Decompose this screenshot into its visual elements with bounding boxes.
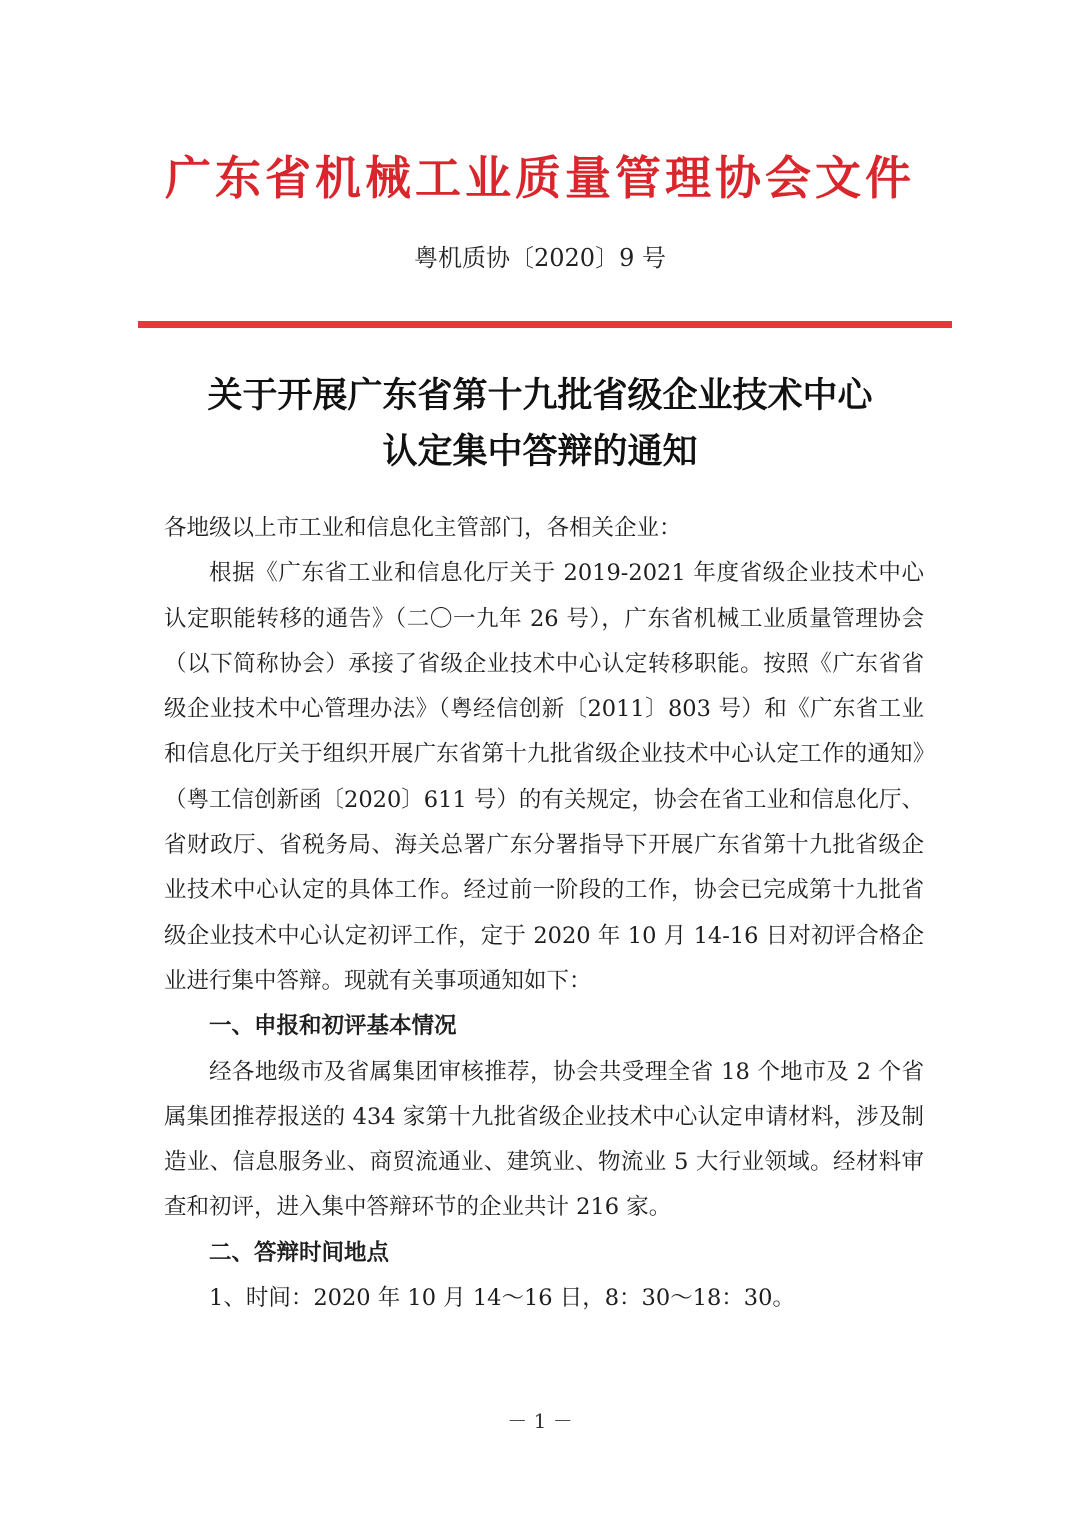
notice-title-line-2: 认定集中答辩的通知 [382,432,698,472]
section-2-item-1: 1、时间：2020 年 10 月 14～16 日，8：30～18：30。 [209,1285,795,1312]
salutation: 各地级以上市工业和信息化主管部门，各相关企业： [164,515,682,541]
section-1-paragraph: 经各地级市及省属集团审核推荐，协会共受理全省 18 个地市及 2 个省属集团推荐报送的 434 家第十九批省级企业技术中心认定申请材料，涉及制造业、信息服务业、商贸流通业、建筑业、物流业 5 大行业领域。经材料审查和初评，进入集中答辩环节的企业共计 216 家。 [164,1058,924,1221]
notice-title-line-1: 关于开展广东省第十九批省级企业技术中心 [207,376,873,416]
section-1-heading: 一、申报和初评基本情况 [209,1013,457,1040]
issuer-header-title: 广东省机械工业质量管理协会文件 [165,151,915,205]
document-number: 粤机质协〔2020〕9 号 [414,244,666,272]
intro-paragraph: 根据《广东省工业和信息化厅关于 2019-2021 年度省级企业技术中心认定职能转移的通告》（二〇一九年 26 号），广东省机械工业质量管理协会（以下简称协会）承接了省级企业技术中心认定转移职能。按照《广东省省级企业技术中心管理办法》（粤经信创新〔2011〕803 号）和《广东省工业和信息化厅关于组织开展广东省第十九批省级企业技术中心认定工作的通知》（粤工信创新函〔2020〕611 号）的有关规定，协会在省工业和信息化厅、省财政厅、省税务局、海关总署广东分署指导下开展广东省第十九批省级企业技术中心认定的具体工作。经过前一阶段的工作，协会已完成第十九批省级企业技术中心认定初评工作，定于 2020 年 10 月 14-16 日对初评合格企业进行集中答辩。现就有关事项通知如下： [164,560,924,994]
notice-title [0,368,1080,480]
red-divider-line [138,321,952,328]
section-2-heading: 二、答辩时间地点 [209,1239,390,1266]
page-number: － 1 － [507,1409,573,1433]
document-body [164,506,924,1321]
